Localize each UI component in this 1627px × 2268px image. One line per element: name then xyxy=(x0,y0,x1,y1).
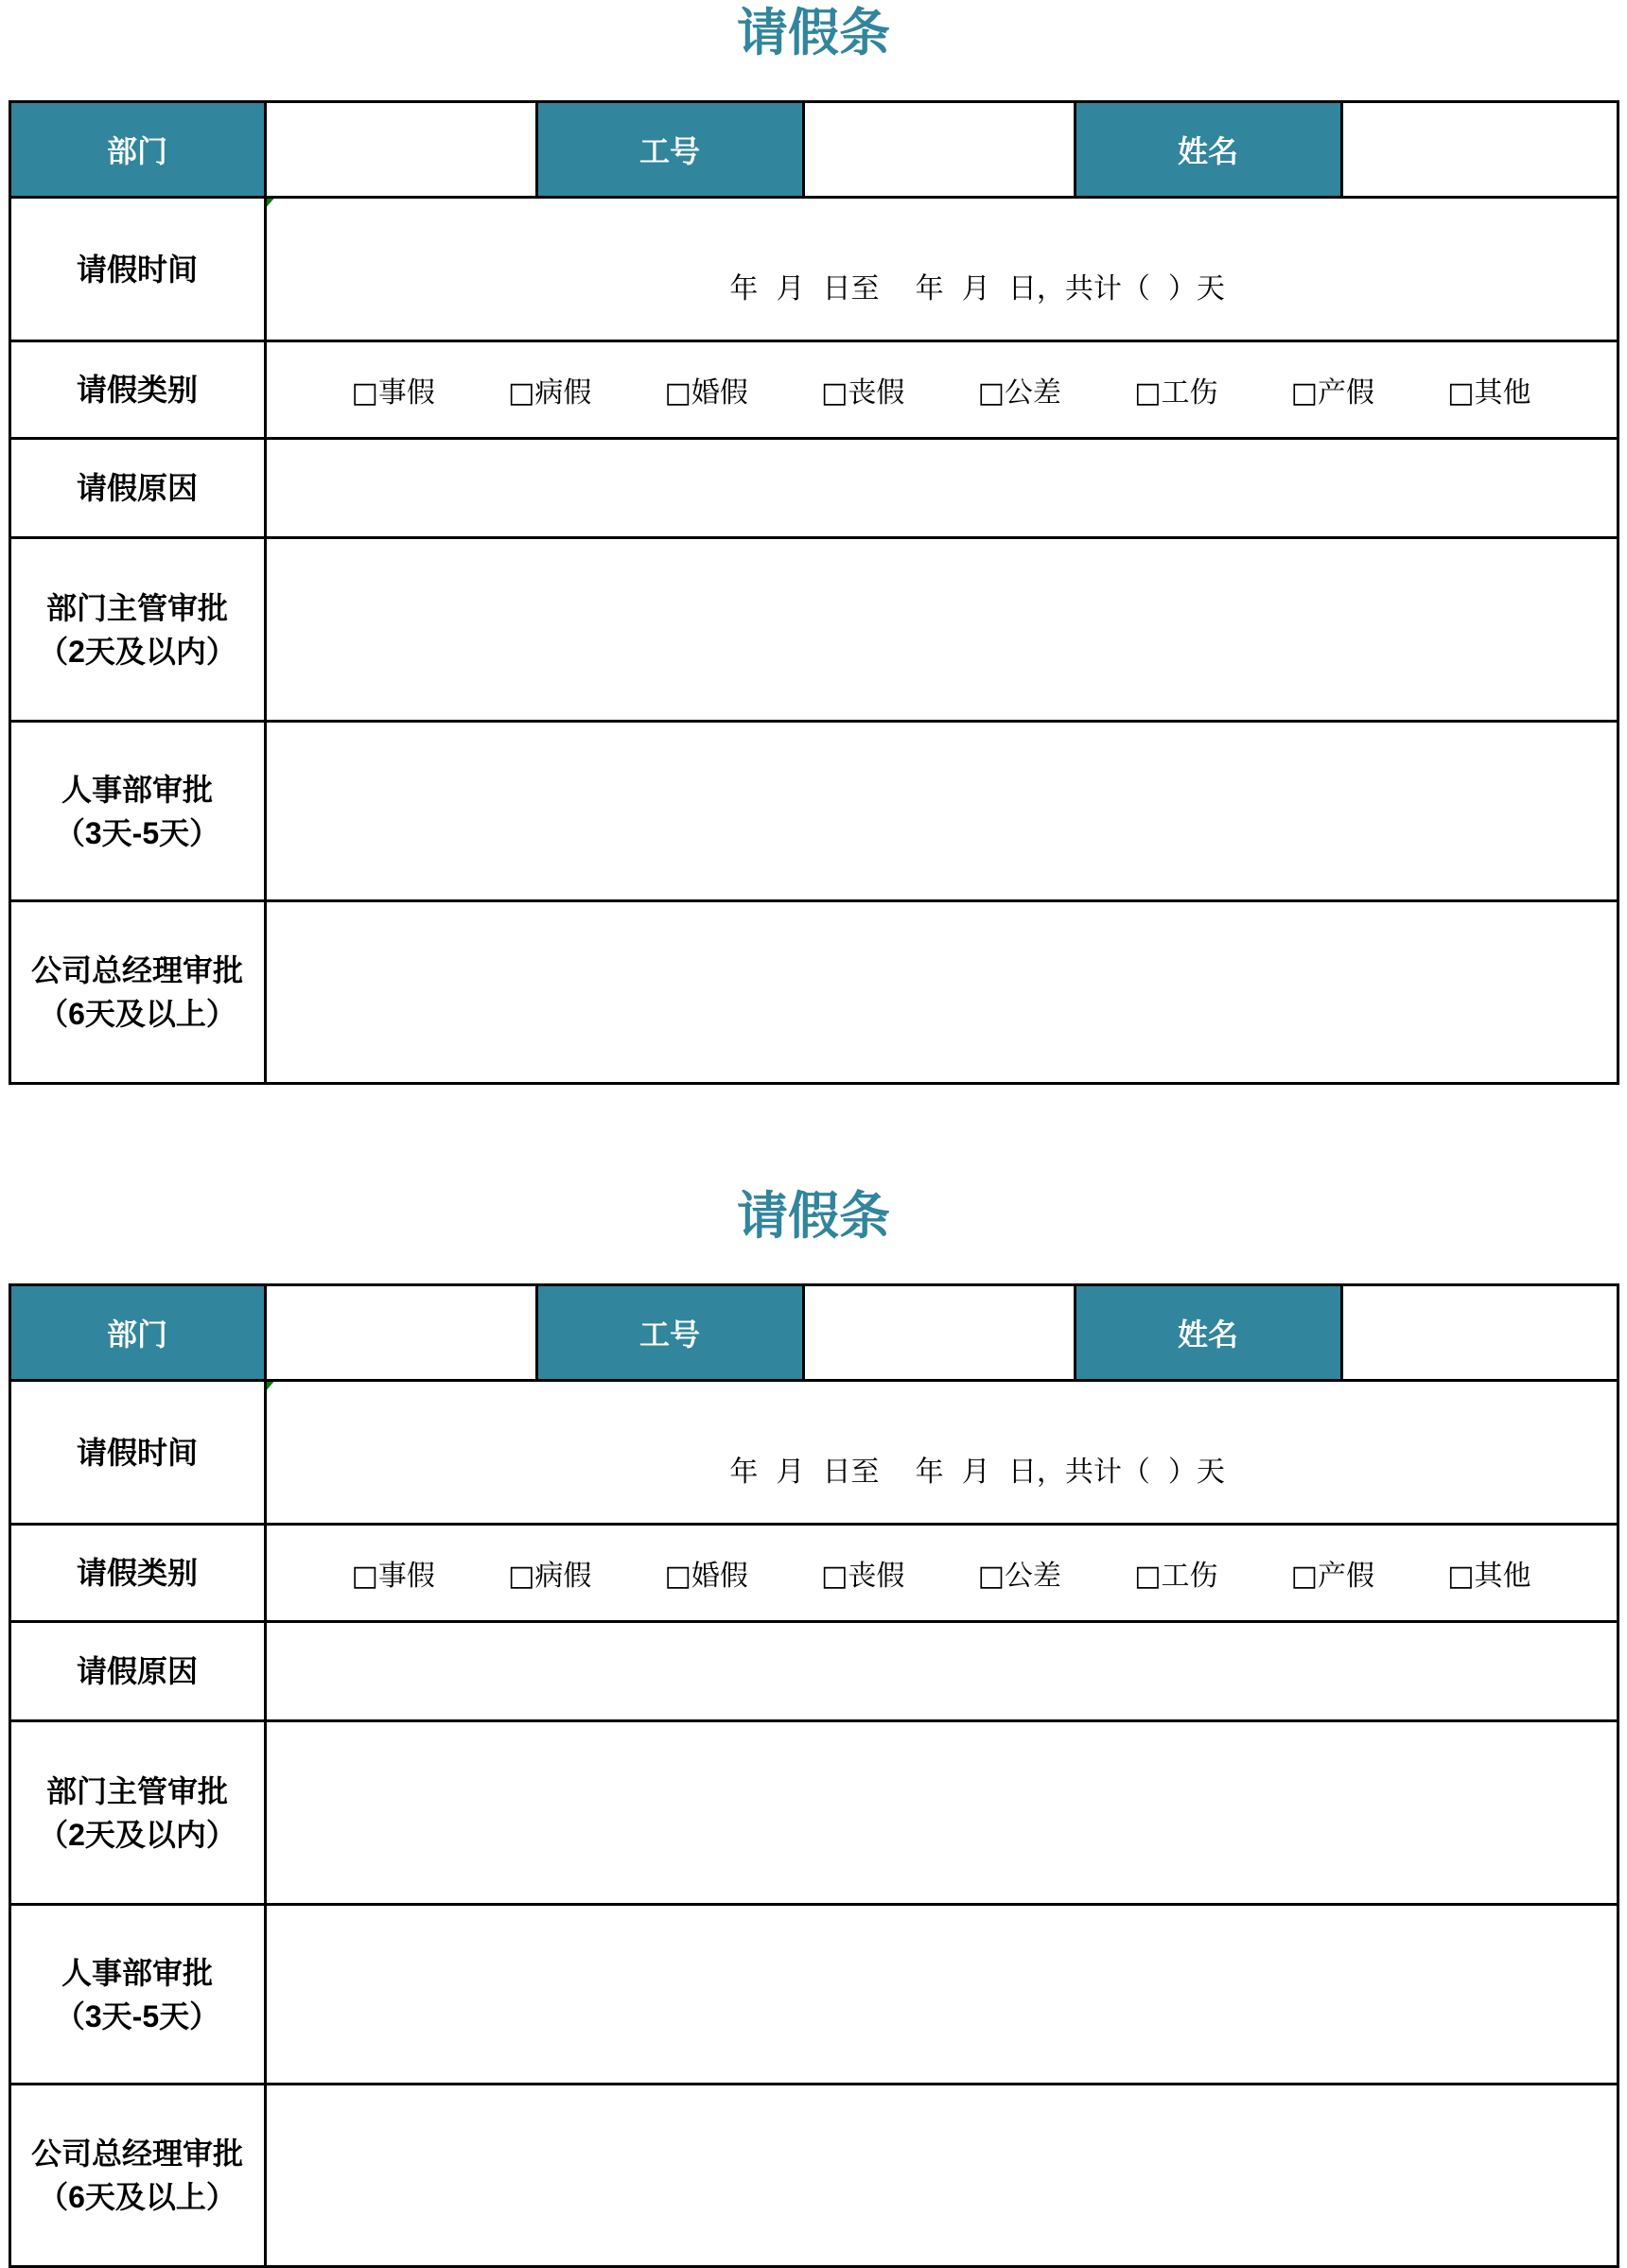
supervisor-approval-label xyxy=(9,538,265,722)
label-line-1: 人事部审批 xyxy=(61,772,213,807)
checkbox-icon: □ xyxy=(977,1560,1005,1593)
leave-type-option-gongchai[interactable] xyxy=(978,1552,1061,1594)
label-line-2: （3天-5天） xyxy=(54,1998,220,2033)
label-line-1: 人事部审批 xyxy=(61,1955,213,1990)
label-line-2: （6天及以上） xyxy=(38,997,236,1031)
cell-comment-triangle-icon xyxy=(267,199,274,207)
dept-header: 部门 xyxy=(9,1285,265,1381)
leave-type-options xyxy=(267,369,1617,410)
table-row-header xyxy=(9,102,1618,198)
table-row-hr-approval xyxy=(9,1905,1618,2085)
option-label: 其他 xyxy=(1474,1560,1531,1593)
name-header: 姓名 xyxy=(1075,102,1341,198)
leave-reason-label: 请假原因 xyxy=(9,1622,265,1721)
leave-time-label: 请假时间 xyxy=(9,1381,265,1525)
hr-approval-input-cell[interactable] xyxy=(265,1905,1618,2085)
leave-type-option-hunjia[interactable] xyxy=(665,369,748,410)
option-label: 病假 xyxy=(534,376,592,410)
table-row-gm-approval xyxy=(9,2085,1618,2267)
checkbox-icon: □ xyxy=(821,376,848,410)
option-label: 事假 xyxy=(377,376,435,410)
leave-form-2 xyxy=(0,1085,1627,2268)
supervisor-approval-input-cell[interactable] xyxy=(265,1721,1618,1905)
option-label: 婚假 xyxy=(691,376,748,410)
dept-header: 部门 xyxy=(9,102,265,198)
name-header: 姓名 xyxy=(1075,1285,1341,1381)
label-line-1: 公司总经理审批 xyxy=(30,2137,243,2171)
page-title: 请假条 xyxy=(737,5,890,61)
gm-approval-label xyxy=(9,901,265,1084)
checkbox-icon: □ xyxy=(1447,1560,1475,1593)
supervisor-approval-input-cell[interactable] xyxy=(265,538,1618,722)
table-row-leave-type xyxy=(9,1525,1618,1622)
checkbox-icon: □ xyxy=(664,1560,691,1593)
table-row-supervisor-approval xyxy=(9,1721,1618,1905)
option-label: 产假 xyxy=(1317,376,1374,410)
leave-time-template-text: 年 月 日至 年 月 日，共计（ ）天 xyxy=(729,272,1225,305)
name-input-cell[interactable] xyxy=(1341,1285,1618,1381)
table-row-leave-time xyxy=(9,198,1618,341)
leave-time-template-text: 年 月 日至 年 月 日，共计（ ）天 xyxy=(729,1456,1225,1489)
supervisor-approval-label xyxy=(9,1721,265,1905)
option-label: 其他 xyxy=(1474,376,1531,410)
checkbox-icon: □ xyxy=(1447,376,1475,410)
checkbox-icon: □ xyxy=(1290,1560,1318,1593)
label-line-2: （6天及以上） xyxy=(38,2180,236,2214)
option-label: 丧假 xyxy=(848,376,905,410)
cell-comment-triangle-icon xyxy=(267,1382,274,1390)
table-row-supervisor-approval xyxy=(9,538,1618,722)
table-row-hr-approval xyxy=(9,722,1618,901)
checkbox-icon: □ xyxy=(508,376,535,410)
leave-type-option-chanjia[interactable] xyxy=(1291,369,1374,410)
option-label: 婚假 xyxy=(691,1560,748,1593)
leave-type-option-hunjia[interactable] xyxy=(665,1552,748,1594)
employee-id-input-cell[interactable] xyxy=(803,1285,1075,1381)
gm-approval-label xyxy=(9,2085,265,2267)
leave-type-option-sangjia[interactable] xyxy=(821,369,904,410)
gm-approval-input-cell[interactable] xyxy=(265,2085,1618,2267)
leave-type-option-qita[interactable] xyxy=(1447,369,1531,410)
leave-time-input-cell[interactable] xyxy=(265,198,1618,341)
leave-type-options-cell xyxy=(265,341,1618,439)
label-line-2: （2天及以内） xyxy=(38,1817,236,1852)
leave-type-option-qita[interactable] xyxy=(1447,1552,1531,1594)
checkbox-icon: □ xyxy=(977,376,1005,410)
option-label: 工伤 xyxy=(1161,1560,1218,1593)
option-label: 丧假 xyxy=(848,1560,905,1593)
leave-form-table xyxy=(9,1283,1619,2268)
table-row-gm-approval xyxy=(9,901,1618,1084)
leave-type-option-bingjia[interactable] xyxy=(508,1552,591,1594)
leave-time-label: 请假时间 xyxy=(9,198,265,341)
leave-type-label: 请假类别 xyxy=(9,1525,265,1622)
option-label: 病假 xyxy=(534,1560,592,1593)
leave-type-option-chanjia[interactable] xyxy=(1291,1552,1374,1594)
label-line-1: 公司总经理审批 xyxy=(30,953,243,987)
label-line-1: 部门主管审批 xyxy=(45,590,228,625)
option-label: 事假 xyxy=(377,1560,435,1593)
option-label: 公差 xyxy=(1004,376,1061,410)
label-line-2: （2天及以内） xyxy=(38,634,236,669)
checkbox-icon: □ xyxy=(664,376,691,410)
label-line-2: （3天-5天） xyxy=(54,815,220,850)
table-row-leave-type xyxy=(9,341,1618,439)
checkbox-icon: □ xyxy=(1290,376,1318,410)
checkbox-icon: □ xyxy=(351,1560,378,1593)
employee-id-input-cell[interactable] xyxy=(803,102,1075,198)
leave-reason-label: 请假原因 xyxy=(9,439,265,538)
checkbox-icon: □ xyxy=(821,1560,848,1593)
employee-id-header: 工号 xyxy=(536,102,803,198)
option-label: 工伤 xyxy=(1161,376,1218,410)
leave-type-option-shijia[interactable] xyxy=(352,369,435,410)
leave-form-table xyxy=(9,100,1619,1085)
leave-type-option-shijia[interactable] xyxy=(352,1552,435,1594)
checkbox-icon: □ xyxy=(1134,376,1162,410)
leave-type-label: 请假类别 xyxy=(9,341,265,439)
leave-type-option-gongshang[interactable] xyxy=(1134,1552,1217,1594)
leave-type-option-sangjia[interactable] xyxy=(821,1552,904,1594)
table-row-leave-reason xyxy=(9,439,1618,538)
checkbox-icon: □ xyxy=(351,376,378,410)
employee-id-header: 工号 xyxy=(536,1285,803,1381)
checkbox-icon: □ xyxy=(1134,1560,1162,1593)
leave-reason-input-cell[interactable] xyxy=(265,439,1618,538)
leave-type-option-gongchai[interactable] xyxy=(978,369,1061,410)
leave-type-options-cell xyxy=(265,1525,1618,1622)
option-label: 公差 xyxy=(1004,1560,1061,1593)
leave-type-option-gongshang[interactable] xyxy=(1134,369,1217,410)
page-title: 请假条 xyxy=(737,1188,890,1245)
leave-reason-input-cell[interactable] xyxy=(265,1622,1618,1721)
hr-approval-label xyxy=(9,722,265,901)
label-line-1: 部门主管审批 xyxy=(45,1773,228,1808)
leave-type-options xyxy=(267,1552,1617,1594)
option-label: 产假 xyxy=(1317,1560,1374,1593)
name-input-cell[interactable] xyxy=(1341,102,1618,198)
hr-approval-input-cell[interactable] xyxy=(265,722,1618,901)
table-row-header xyxy=(9,1285,1618,1381)
checkbox-icon: □ xyxy=(508,1560,535,1593)
table-row-leave-time xyxy=(9,1381,1618,1525)
hr-approval-label xyxy=(9,1905,265,2085)
leave-type-option-bingjia[interactable] xyxy=(508,369,591,410)
leave-time-input-cell[interactable] xyxy=(265,1381,1618,1525)
dept-input-cell[interactable] xyxy=(265,102,536,198)
dept-input-cell[interactable] xyxy=(265,1285,536,1381)
table-row-leave-reason xyxy=(9,1622,1618,1721)
leave-form-1 xyxy=(0,0,1627,1085)
gm-approval-input-cell[interactable] xyxy=(265,901,1618,1084)
